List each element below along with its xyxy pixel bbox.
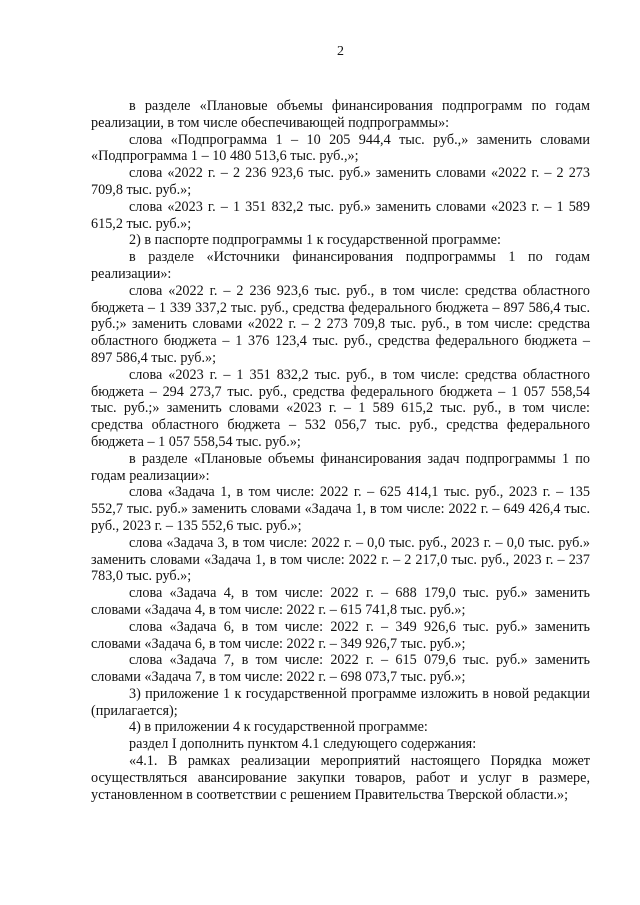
paragraph-15: 3) приложение 1 к государственной программе изложить в новой редакции (прилагается); [91,685,590,719]
paragraph-18: «4.1. В рамках реализации мероприятий настоящего Порядка может осуществляться авансирование закупки товаров, работ и услуг в размере, установленном в соответствии с решением Правительства Тверской области.»; [91,753,590,803]
paragraph-9: в разделе «Плановые объемы финансирования задач подпрограммы 1 по годам реализации»: [91,450,590,484]
paragraph-10: слова «Задача 1, в том числе: 2022 г. – 625 414,1 тыс. руб., 2023 г. – 135 552,7 тыс. руб.» заменить словами «Задача 1, в том числе: 2022 г. – 649 426,4 тыс. руб., 2023 г. – 135 552,6 тыс. руб.»; [91,484,590,534]
paragraph-17: раздел I дополнить пунктом 4.1 следующего содержания: [129,736,477,753]
paragraph-1: в разделе «Плановые объемы финансирования подпрограмм по годам реализации, в том числе обеспечивающей подпрограммы»: [91,98,590,131]
paragraph-8: слова «2023 г. – 1 351 832,2 тыс. руб., в том числе: средства областного бюджета – 294 273,7 тыс. руб., средства федерального бюджета – 1 057 558,54 тыс. руб.;» заменить словами «2023 г. – 1 589 615,2 тыс. руб., в том числе: средства областного бюджета – 532 056,7 тыс. руб., средства федерального бюджета – 1 057 558,54 тыс. руб.»; [91,366,590,450]
paragraph-12: слова «Задача 4, в том числе: 2022 г. – 688 179,0 тыс. руб.» заменить словами «Задача 4, в том числе: 2022 г. – 615 741,8 тыс. руб.»; [91,585,590,618]
paragraph-2: слова «Подпрограмма 1 – 10 205 944,4 тыс. руб.,» заменить словами «Подпрограмма 1 – 10 480 513,6 тыс. руб.,»; [91,131,590,165]
document-body [91,98,590,803]
page-number: 2 [337,44,344,59]
paragraph-7: слова «2022 г. – 2 236 923,6 тыс. руб., в том числе: средства областного бюджета – 1 339 337,2 тыс. руб., средства федерального бюджета – 897 586,4 тыс. руб.;» заменить словами «2022 г. – 2 273 709,8 тыс. руб., в том числе: средства областного бюджета – 1 376 123,4 тыс. руб., средства федерального бюджета – 897 586,4 тыс. руб.»; [91,282,590,366]
paragraph-5: 2) в паспорте подпрограммы 1 к государственной программе: [129,232,501,249]
paragraph-3: слова «2022 г. – 2 236 923,6 тыс. руб.» заменить словами «2022 г. – 2 273 709,8 тыс. руб.»; [91,165,590,198]
paragraph-13: слова «Задача 6, в том числе: 2022 г. – 349 926,6 тыс. руб.» заменить словами «Задача 6, в том числе: 2022 г. – 349 926,7 тыс. руб.»; [91,618,590,652]
paragraph-16: 4) в приложении 4 к государственной программе: [129,719,428,736]
paragraph-14: слова «Задача 7, в том числе: 2022 г. – 615 079,6 тыс. руб.» заменить словами «Задача 7, в том числе: 2022 г. – 698 073,7 тыс. руб.»; [91,652,590,686]
paragraph-6: в разделе «Источники финансирования подпрограммы 1 по годам реализации»: [91,249,590,282]
paragraph-11: слова «Задача 3, в том числе: 2022 г. – 0,0 тыс. руб., 2023 г. – 0,0 тыс. руб.» заменить словами «Задача 1, в том числе: 2022 г. – 2 217,0 тыс. руб., 2023 г. – 237 783,0 тыс. руб.»; [91,534,590,585]
paragraph-4: слова «2023 г. – 1 351 832,2 тыс. руб.» заменить словами «2023 г. – 1 589 615,2 тыс. руб.»; [91,198,590,232]
